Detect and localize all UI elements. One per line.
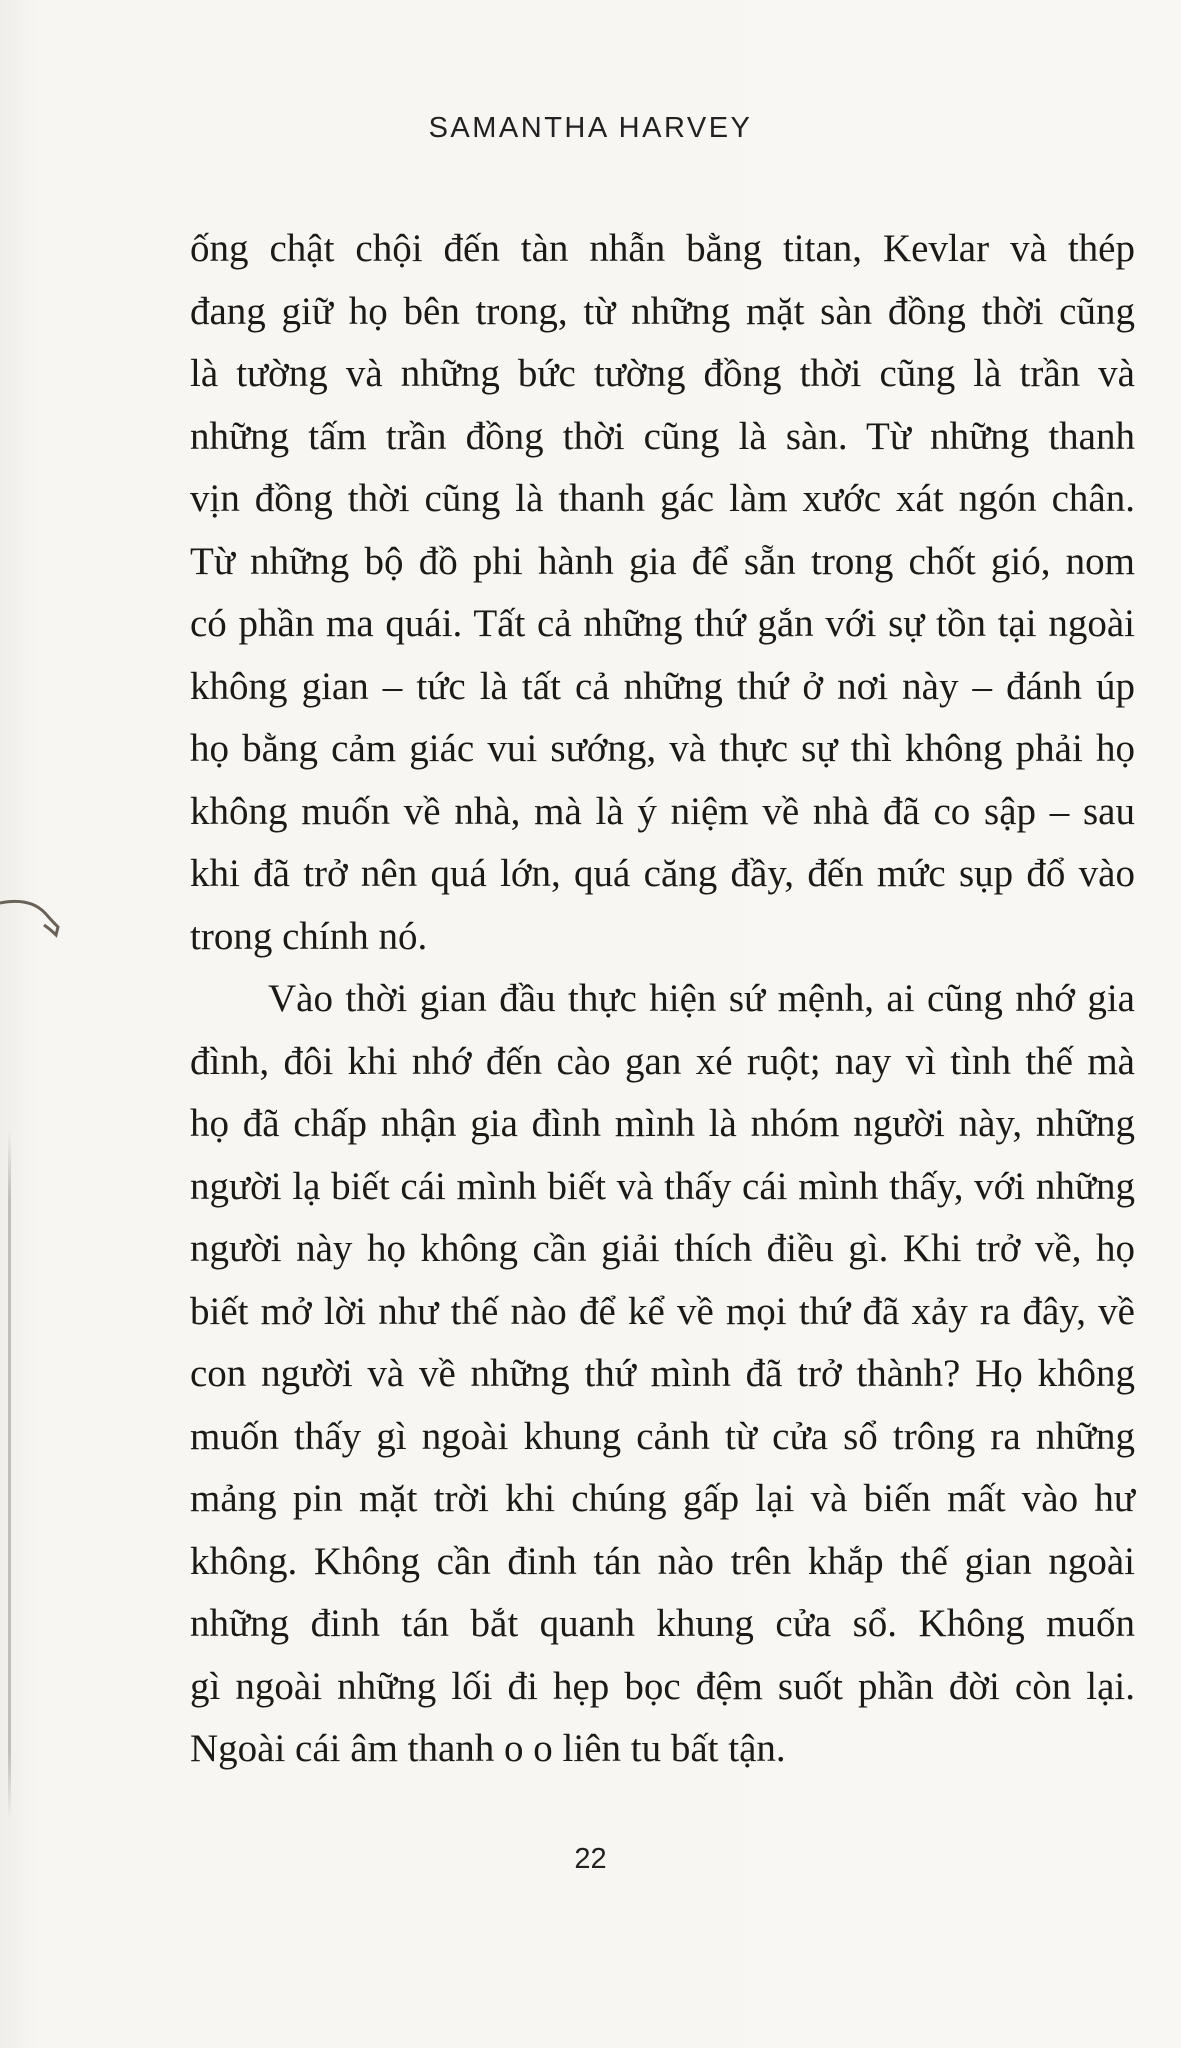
- text-line: những tấm trần đồng thời cũng là sàn. Từ những thanh: [190, 414, 1135, 458]
- text-line: khi đã trở nên quá lớn, quá căng đầy, đến mức sụp đổ vào: [190, 852, 1135, 895]
- page-edge-shadow: [8, 1130, 11, 1820]
- paragraph: [190, 968, 1135, 1781]
- text-line: ống chật chội đến tàn nhẫn bằng titan, Kevlar và thép: [190, 227, 1135, 270]
- text-line: không gian – tức là tất cả những thứ ở nơi này – đánh úp: [190, 664, 1135, 708]
- text-line: muốn thấy gì ngoài khung cảnh từ cửa sổ trông ra những: [190, 1414, 1135, 1458]
- body-text: [190, 218, 1135, 1781]
- text-line: đang giữ họ bên trong, từ những mặt sàn đồng thời cũng: [190, 289, 1135, 333]
- text-line: biết mở lời như thế nào để kể về mọi thứ đã xảy ra đây, về: [190, 1289, 1135, 1333]
- text-line: người lạ biết cái mình biết và thấy cái mình thấy, với những: [190, 1164, 1135, 1208]
- text-line: gì ngoài những lối đi hẹp bọc đệm suốt phần đời còn lại.: [190, 1664, 1135, 1708]
- running-head-author: SAMANTHA HARVEY: [428, 112, 753, 144]
- text-line: là tường và những bức tường đồng thời cũng là trần và: [190, 352, 1135, 395]
- text-line: mảng pin mặt trời khi chúng gấp lại và biến mất vào hư: [190, 1477, 1135, 1520]
- text-line: họ bằng cảm giác vui sướng, và thực sự thì không phải họ: [190, 727, 1135, 770]
- text-line: đình, đôi khi nhớ đến cào gan xé ruột; nay vì tình thế mà: [190, 1039, 1135, 1083]
- paragraph: [190, 218, 1135, 968]
- text-line: Ngoài cái âm thanh o o liên tu bất tận.: [190, 1727, 786, 1770]
- page-number: 22: [574, 1843, 607, 1875]
- text-line: không. Không cần đinh tán nào trên khắp thế gian ngoài: [190, 1539, 1135, 1583]
- text-line: Từ những bộ đồ phi hành gia để sẵn trong chốt gió, nom: [190, 539, 1135, 583]
- text-line: trong chính nó.: [190, 914, 428, 958]
- text-line: có phần ma quái. Tất cả những thứ gắn với sự tồn tại ngoài: [190, 602, 1135, 645]
- text-line: họ đã chấp nhận gia đình mình là nhóm người này, những: [190, 1102, 1135, 1145]
- text-line: Vào thời gian đầu thực hiện sứ mệnh, ai cũng nhớ gia: [268, 977, 1135, 1020]
- text-line: con người và về những thứ mình đã trở thành? Họ không: [190, 1352, 1135, 1395]
- page-edge-tab-mark: [0, 895, 70, 945]
- text-line: người này họ không cần giải thích điều gì. Khi trở về, họ: [190, 1227, 1135, 1270]
- text-line: những đinh tán bắt quanh khung cửa sổ. Không muốn: [190, 1602, 1135, 1645]
- text-line: vịn đồng thời cũng là thanh gác làm xước xát ngón chân.: [190, 477, 1135, 520]
- text-line: không muốn về nhà, mà là ý niệm về nhà đã co sập – sau: [190, 789, 1135, 833]
